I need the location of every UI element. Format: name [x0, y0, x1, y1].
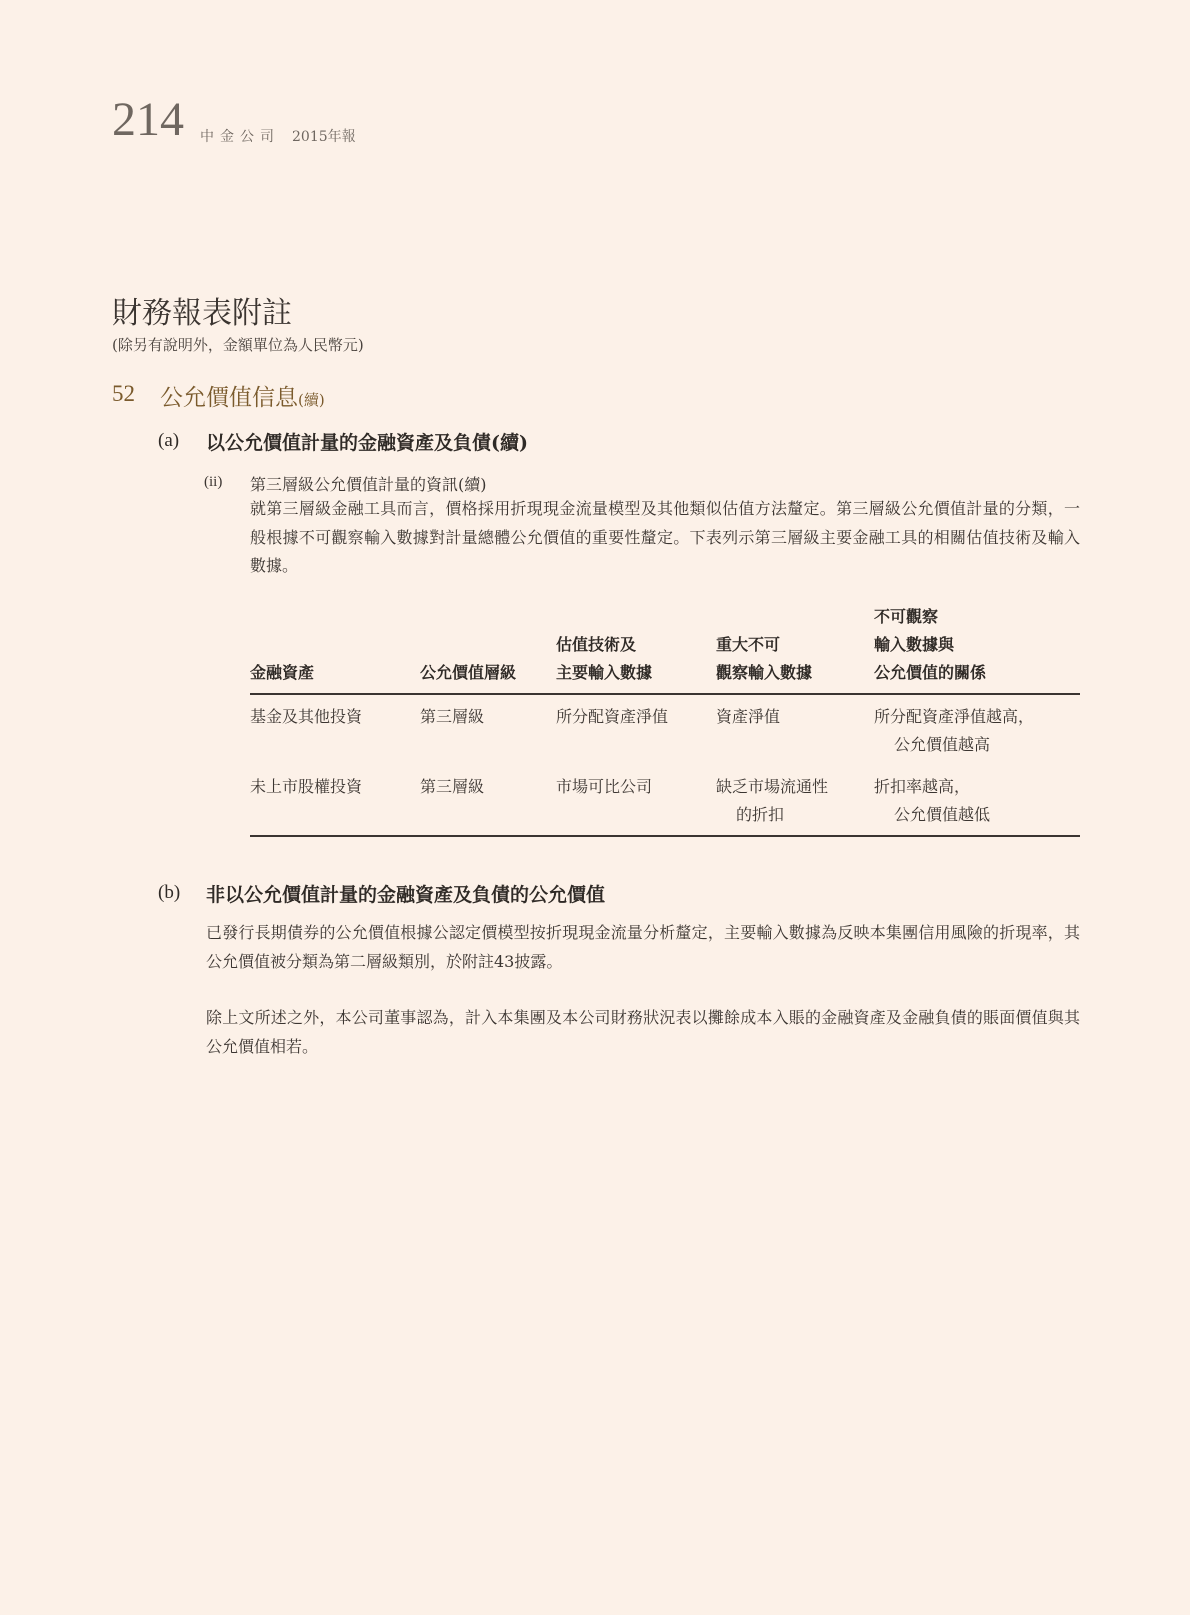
table-header [250, 606, 1080, 695]
header-report-year: 2015年報 [292, 129, 356, 145]
subsection-b-paragraph-2: 除上文所述之外，本公司董事認為，計入本集團及本公司財務狀況表以攤餘成本入賬的金融資產及金融負債的賬面價值與其公允價值相若。 [206, 1008, 1080, 1056]
subsection-b-title: 非以公允價值計量的金融資產及負債的公允價值 [206, 884, 606, 906]
header-line: 主要輸入數據 [556, 663, 653, 682]
subsection-a-title: 以公允價值計量的金融資產及負債(續) [206, 432, 528, 454]
cell-asset: 基金及其他投資 [250, 707, 363, 726]
cell-line: 公允價值越高 [894, 735, 991, 754]
header-line: 不可觀察 [874, 607, 939, 626]
section-title [160, 379, 325, 412]
section-number: 52 [112, 381, 135, 406]
cell-level: 第三層級 [420, 707, 485, 726]
header-company-name: 中金公司 [200, 129, 280, 145]
subsection-a-label: (a) [158, 430, 180, 451]
header-financial-asset [250, 659, 314, 687]
cell-line: 折扣率越高， [874, 777, 971, 796]
cell-asset: 未上市股權投資 [250, 777, 363, 796]
page-subtitle: (除另有說明外，金額單位為人民幣元) [112, 336, 364, 354]
header-fair-value-level [420, 659, 516, 687]
header-line: 輸入數據與 [874, 635, 955, 654]
header-relationship [874, 603, 986, 687]
section-title-suffix: (續) [298, 391, 325, 409]
cell-technique: 市場可比公司 [556, 777, 653, 796]
header-line: 金融資產 [250, 663, 315, 682]
cell-line: 公允價值越低 [894, 805, 991, 824]
subsection-b-label: (b) [158, 882, 181, 903]
item-ii-paragraph: 就第三層級金融工具而言，價格採用折現現金流量模型及其他類似估值方法釐定。第三層級公允價值計量的分類，一般根據不可觀察輸入數據對計量總體公允價值的重要性釐定。下表列示第三層級主要金融工具的相關估值技術及輸入數據。 [250, 499, 1080, 575]
cell-level: 第三層級 [420, 777, 485, 796]
header-line: 估值技術及 [556, 635, 637, 654]
item-ii-title: 第三層級公允價值計量的資訊(續) [250, 475, 487, 494]
item-ii-label: (ii) [204, 474, 223, 490]
header-line: 重大不可 [716, 635, 781, 654]
table-row [250, 695, 1080, 765]
page-title: 財務報表附註 [112, 296, 292, 331]
cell-relationship [874, 703, 1034, 759]
cell-line: 資產淨值 [716, 707, 781, 726]
subsection-b-paragraph-1: 已發行長期債券的公允價值根據公認定價模型按折現現金流量分析釐定，主要輸入數據為反映本集團信用風險的折現率，其公允價值被分類為第二層級類別，於附註43披露。 [206, 923, 1080, 971]
header-line: 公允價值的關係 [874, 663, 987, 682]
cell-line: 的折扣 [736, 805, 785, 824]
table-row [250, 765, 1080, 837]
cell-line: 缺乏市場流通性 [716, 777, 829, 796]
cell-line: 所分配資產淨值越高， [874, 707, 1035, 726]
header-valuation-technique [556, 631, 652, 687]
valuation-table [250, 606, 1080, 837]
cell-unobservable-input [716, 703, 780, 731]
cell-technique: 所分配資產淨值 [556, 707, 669, 726]
header-line: 公允價值層級 [420, 663, 517, 682]
header-significant-unobservable-inputs [716, 631, 812, 687]
header-line: 觀察輸入數據 [716, 663, 813, 682]
page-number: 214 [112, 93, 184, 146]
cell-unobservable-input [716, 773, 828, 829]
section-title-text: 公允價值信息 [160, 385, 298, 411]
cell-relationship [874, 773, 990, 829]
